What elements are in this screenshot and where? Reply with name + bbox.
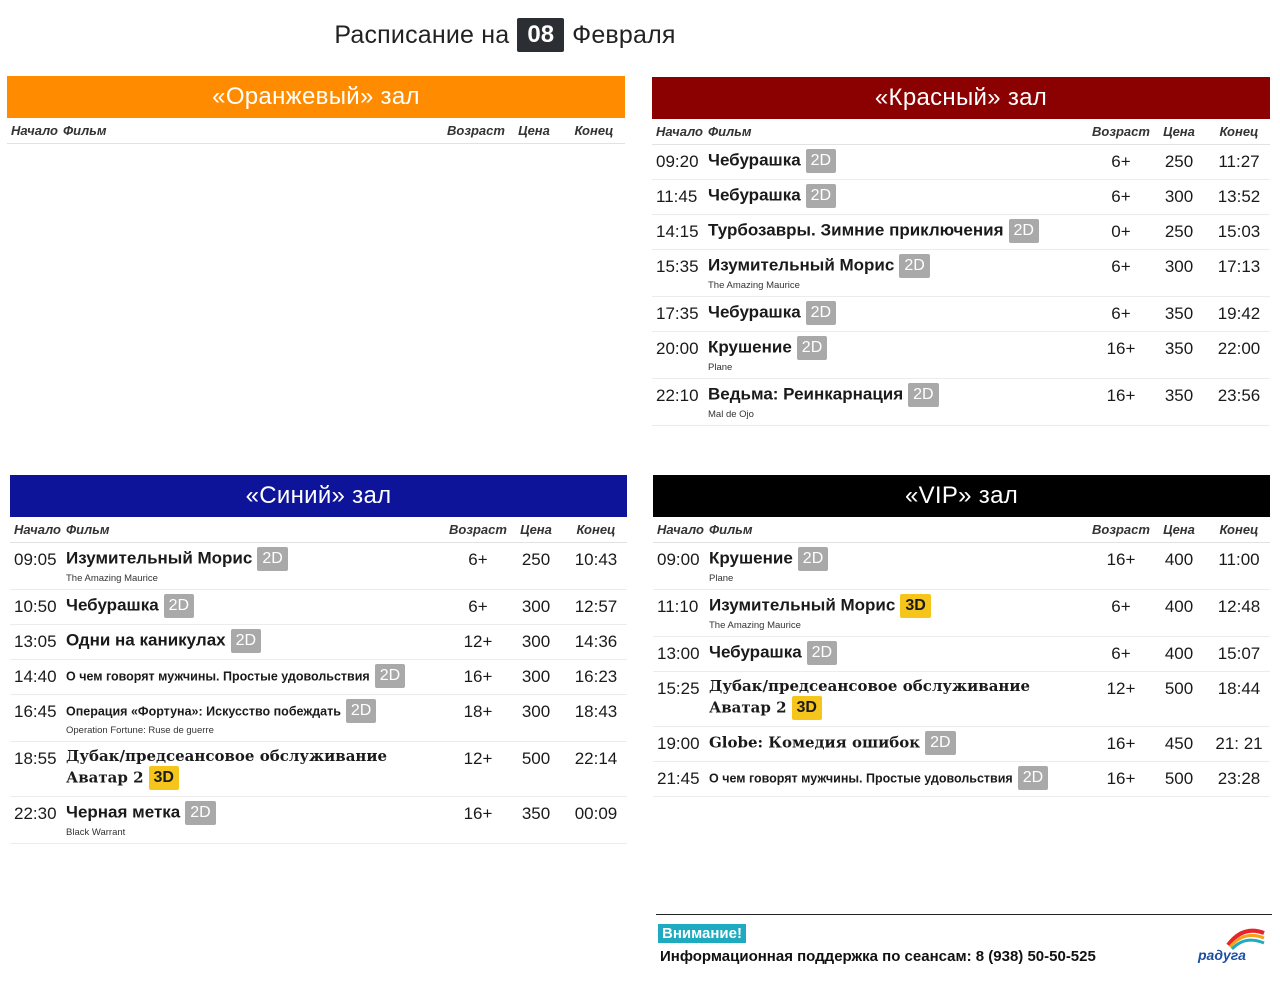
showtime-start: 11:10 bbox=[657, 597, 699, 616]
schedule-row[interactable] bbox=[653, 762, 1270, 797]
format-badge: 2D bbox=[798, 547, 828, 571]
film-cell bbox=[704, 297, 1092, 331]
showtime-end: 15:03 bbox=[1217, 222, 1261, 241]
showtime-start: 15:25 bbox=[657, 679, 700, 698]
ticket-price: 400 bbox=[1164, 550, 1194, 569]
hall-red bbox=[652, 77, 1270, 457]
format-badge: 2D bbox=[375, 664, 405, 688]
footer bbox=[656, 914, 1272, 974]
showtime-start: 13:05 bbox=[14, 632, 57, 651]
format-badge: 3D bbox=[792, 696, 822, 720]
showtime-start: 22:30 bbox=[14, 804, 57, 823]
film-cell bbox=[62, 695, 449, 741]
film-title[interactable]: Одни на каникулах bbox=[66, 630, 226, 650]
showtime-start: 11:45 bbox=[656, 187, 698, 206]
showtime-start: 09:05 bbox=[14, 550, 57, 569]
schedule-row[interactable] bbox=[653, 590, 1270, 637]
showtime-start: 22:10 bbox=[656, 386, 699, 405]
showtime-end: 16:23 bbox=[574, 667, 618, 686]
schedule-row[interactable] bbox=[652, 297, 1270, 332]
age-rating: 12+ bbox=[1106, 679, 1136, 698]
schedule-row[interactable] bbox=[10, 660, 627, 695]
film-original-title: Black Warrant bbox=[66, 827, 126, 838]
age-rating: 6+ bbox=[1111, 597, 1131, 616]
title-prefix: Расписание на bbox=[334, 20, 510, 49]
schedule-row[interactable] bbox=[653, 637, 1270, 672]
column-end: Конец bbox=[576, 522, 616, 537]
ticket-price: 300 bbox=[521, 667, 551, 686]
title-month: Февраля bbox=[572, 20, 676, 49]
showtime-end: 18:44 bbox=[1217, 679, 1261, 698]
film-cell bbox=[704, 145, 1092, 179]
ticket-price: 350 bbox=[521, 804, 551, 823]
ticket-price: 300 bbox=[521, 597, 551, 616]
showtime-end: 18:43 bbox=[574, 702, 618, 721]
film-line bbox=[709, 731, 1092, 755]
film-line bbox=[708, 219, 1092, 243]
column-end: Конец bbox=[1219, 522, 1259, 537]
column-start: Начало bbox=[14, 522, 61, 537]
age-rating: 6+ bbox=[468, 597, 488, 616]
schedule-row[interactable] bbox=[652, 145, 1270, 180]
showtime-end: 11:27 bbox=[1218, 152, 1260, 171]
format-badge: 2D bbox=[806, 184, 836, 208]
ticket-price: 500 bbox=[1164, 769, 1194, 788]
schedule-title bbox=[0, 0, 1010, 70]
column-price: Цена bbox=[1163, 522, 1195, 537]
schedule-row[interactable] bbox=[653, 727, 1270, 762]
showtime-end: 10:43 bbox=[574, 550, 618, 569]
hall-blue bbox=[10, 475, 627, 870]
showtime-end: 19:42 bbox=[1217, 304, 1261, 323]
film-line bbox=[709, 594, 1092, 618]
film-line bbox=[709, 766, 1092, 790]
film-cell bbox=[705, 543, 1092, 589]
column-start: Начало bbox=[11, 123, 58, 138]
film-title[interactable]: Чебурашка bbox=[66, 595, 159, 615]
film-line bbox=[66, 746, 449, 790]
hall-header: «Оранжевый» зал bbox=[7, 76, 625, 118]
age-rating: 6+ bbox=[468, 550, 488, 569]
schedule-row[interactable] bbox=[652, 332, 1270, 379]
title-day: 08 bbox=[517, 18, 564, 52]
schedule-row[interactable] bbox=[10, 590, 627, 625]
column-start: Начало bbox=[657, 522, 704, 537]
showtime-start: 19:00 bbox=[657, 734, 700, 753]
showtime-start: 09:20 bbox=[656, 152, 699, 171]
film-title[interactable]: Изумительный Морис bbox=[708, 255, 895, 275]
film-title[interactable]: Крушение bbox=[708, 337, 792, 357]
film-line bbox=[708, 149, 1092, 173]
age-rating: 6+ bbox=[1111, 152, 1131, 171]
film-line bbox=[66, 594, 449, 618]
format-badge: 2D bbox=[925, 731, 955, 755]
film-line bbox=[66, 664, 449, 688]
film-line bbox=[66, 801, 449, 825]
format-badge: 2D bbox=[908, 383, 938, 407]
film-cell bbox=[704, 250, 1092, 296]
column-age: Возраст bbox=[447, 123, 505, 138]
format-badge: 3D bbox=[900, 594, 930, 618]
ticket-price: 250 bbox=[521, 550, 551, 569]
showtime-end: 22:14 bbox=[574, 749, 618, 768]
showtime-start: 09:00 bbox=[657, 550, 700, 569]
age-rating: 0+ bbox=[1111, 222, 1131, 241]
age-rating: 16+ bbox=[1106, 734, 1136, 753]
film-cell bbox=[704, 180, 1092, 214]
column-headers bbox=[652, 119, 1270, 145]
showtime-end: 23:28 bbox=[1217, 769, 1261, 788]
ticket-price: 300 bbox=[1164, 257, 1194, 276]
film-title[interactable]: О чем говорят мужчины. Простые удовольствия bbox=[66, 669, 370, 684]
format-badge: 2D bbox=[797, 336, 827, 360]
ticket-price: 350 bbox=[1164, 386, 1194, 405]
film-original-title: The Amazing Maurice bbox=[708, 280, 800, 291]
schedule-row[interactable] bbox=[652, 379, 1270, 426]
showtime-end: 11:00 bbox=[1218, 550, 1260, 569]
hall-vip bbox=[653, 475, 1270, 788]
film-line bbox=[708, 254, 1092, 278]
showtime-start: 20:00 bbox=[656, 339, 699, 358]
film-cell bbox=[62, 590, 449, 624]
film-title[interactable]: Операция «Фортуна»: Искусство побеждать bbox=[66, 704, 341, 719]
column-price: Цена bbox=[518, 123, 550, 138]
film-line bbox=[708, 383, 1092, 407]
hall-header: «VIP» зал bbox=[653, 475, 1270, 517]
age-rating: 6+ bbox=[1111, 257, 1131, 276]
age-rating: 18+ bbox=[463, 702, 493, 721]
column-price: Цена bbox=[1163, 124, 1195, 139]
ticket-price: 400 bbox=[1164, 644, 1194, 663]
schedule-row[interactable] bbox=[10, 695, 627, 742]
film-title[interactable]: Чебурашка bbox=[708, 185, 801, 205]
age-rating: 16+ bbox=[1106, 550, 1136, 569]
showtime-end: 22:00 bbox=[1217, 339, 1261, 358]
showtime-start: 13:00 bbox=[657, 644, 700, 663]
film-cell bbox=[704, 332, 1092, 378]
film-cell bbox=[705, 672, 1092, 726]
film-line bbox=[709, 676, 1092, 720]
film-original-title: Plane bbox=[708, 362, 733, 373]
column-film: Фильм bbox=[708, 124, 752, 139]
ticket-price: 300 bbox=[1164, 187, 1194, 206]
raduga-logo bbox=[1198, 923, 1268, 963]
showtime-end: 12:57 bbox=[574, 597, 618, 616]
column-film: Фильм bbox=[709, 522, 753, 537]
film-title[interactable]: Черная метка bbox=[66, 802, 181, 822]
film-title[interactable]: Чебурашка bbox=[708, 302, 801, 322]
film-line bbox=[66, 547, 449, 571]
age-rating: 12+ bbox=[463, 632, 493, 651]
film-title[interactable]: Дубак/предсеансовое обслуживание Аватар 2 bbox=[66, 747, 388, 787]
film-line bbox=[66, 629, 449, 653]
logo-text: радуга bbox=[1198, 947, 1246, 963]
film-original-title: The Amazing Maurice bbox=[66, 573, 158, 584]
film-line bbox=[708, 301, 1092, 325]
age-rating: 6+ bbox=[1111, 187, 1131, 206]
showtime-start: 18:55 bbox=[14, 749, 57, 768]
film-line bbox=[708, 184, 1092, 208]
format-badge: 3D bbox=[149, 766, 179, 790]
film-cell bbox=[705, 762, 1092, 796]
showtime-end: 00:09 bbox=[574, 804, 618, 823]
hall-header: «Синий» зал bbox=[10, 475, 627, 517]
showtime-start: 17:35 bbox=[656, 304, 699, 323]
schedule-row[interactable] bbox=[10, 625, 627, 660]
film-cell bbox=[705, 727, 1092, 761]
film-title[interactable]: Изумительный Морис bbox=[709, 595, 896, 615]
film-title[interactable]: Турбозавры. Зимние приключения bbox=[708, 220, 1004, 240]
ticket-price: 350 bbox=[1164, 339, 1194, 358]
format-badge: 2D bbox=[346, 699, 376, 723]
film-cell bbox=[62, 742, 449, 796]
column-age: Возраст bbox=[449, 522, 507, 537]
format-badge: 2D bbox=[899, 254, 929, 278]
showtime-end: 21: 21 bbox=[1215, 734, 1263, 753]
film-line bbox=[66, 699, 449, 723]
format-badge: 2D bbox=[1018, 766, 1048, 790]
format-badge: 2D bbox=[806, 301, 836, 325]
schedule-row[interactable] bbox=[10, 797, 627, 844]
format-badge: 2D bbox=[164, 594, 194, 618]
showtime-start: 10:50 bbox=[14, 597, 57, 616]
showtime-start: 14:40 bbox=[14, 667, 57, 686]
column-age: Возраст bbox=[1092, 124, 1150, 139]
column-end: Конец bbox=[574, 123, 614, 138]
format-badge: 2D bbox=[231, 629, 261, 653]
film-cell bbox=[704, 379, 1092, 425]
showtime-end: 23:56 bbox=[1217, 386, 1261, 405]
film-title[interactable]: О чем говорят мужчины. Простые удовольствия bbox=[709, 771, 1013, 786]
age-rating: 16+ bbox=[463, 804, 493, 823]
film-cell bbox=[62, 660, 449, 694]
film-original-title: Plane bbox=[709, 573, 734, 584]
schedule-row[interactable] bbox=[652, 180, 1270, 215]
attention-label: Внимание! bbox=[658, 924, 746, 943]
column-headers bbox=[10, 517, 627, 543]
column-headers bbox=[653, 517, 1270, 543]
film-title[interactable]: Изумительный Морис bbox=[66, 548, 253, 568]
schedule-row[interactable] bbox=[652, 215, 1270, 250]
format-badge: 2D bbox=[185, 801, 215, 825]
showtime-end: 15:07 bbox=[1217, 644, 1261, 663]
showtime-end: 17:13 bbox=[1217, 257, 1261, 276]
age-rating: 16+ bbox=[1106, 769, 1136, 788]
age-rating: 16+ bbox=[463, 667, 493, 686]
format-badge: 2D bbox=[257, 547, 287, 571]
ticket-price: 300 bbox=[521, 702, 551, 721]
column-film: Фильм bbox=[63, 123, 107, 138]
ticket-price: 400 bbox=[1164, 597, 1194, 616]
showtime-end: 12:48 bbox=[1217, 597, 1261, 616]
showtime-start: 21:45 bbox=[657, 769, 700, 788]
film-cell bbox=[62, 625, 449, 659]
film-title[interactable]: Чебурашка bbox=[708, 150, 801, 170]
ticket-price: 450 bbox=[1164, 734, 1194, 753]
column-price: Цена bbox=[520, 522, 552, 537]
schedule-row[interactable] bbox=[653, 672, 1270, 727]
film-line bbox=[709, 547, 1092, 571]
format-badge: 2D bbox=[1009, 219, 1039, 243]
film-original-title: Mal de Ojo bbox=[708, 409, 754, 420]
showtime-start: 14:15 bbox=[656, 222, 699, 241]
film-title[interactable]: Globe: Комедия ошибок bbox=[709, 733, 921, 752]
ticket-price: 350 bbox=[1164, 304, 1194, 323]
format-badge: 2D bbox=[806, 149, 836, 173]
column-end: Конец bbox=[1219, 124, 1259, 139]
column-film: Фильм bbox=[66, 522, 110, 537]
film-cell bbox=[705, 637, 1092, 671]
age-rating: 12+ bbox=[463, 749, 493, 768]
schedule-row[interactable] bbox=[652, 250, 1270, 297]
showtime-start: 16:45 bbox=[14, 702, 57, 721]
ticket-price: 500 bbox=[1164, 679, 1194, 698]
schedule-row[interactable] bbox=[10, 543, 627, 590]
film-title[interactable]: Дубак/предсеансовое обслуживание Аватар 2 bbox=[709, 677, 1031, 717]
schedule-row[interactable] bbox=[653, 543, 1270, 590]
ticket-price: 250 bbox=[1164, 222, 1194, 241]
column-age: Возраст bbox=[1092, 522, 1150, 537]
column-start: Начало bbox=[656, 124, 703, 139]
age-rating: 16+ bbox=[1106, 339, 1136, 358]
schedule-row[interactable] bbox=[10, 742, 627, 797]
ticket-price: 250 bbox=[1164, 152, 1194, 171]
film-title[interactable]: Крушение bbox=[709, 548, 793, 568]
hall-orange bbox=[7, 76, 625, 456]
showtime-end: 14:36 bbox=[574, 632, 618, 651]
ticket-price: 300 bbox=[521, 632, 551, 651]
showtime-end: 13:52 bbox=[1217, 187, 1261, 206]
film-line bbox=[708, 336, 1092, 360]
film-original-title: Operation Fortune: Ruse de guerre bbox=[66, 725, 214, 736]
support-phone-text: Информационная поддержка по сеансам: 8 (938) 50-50-525 bbox=[660, 948, 1096, 965]
column-headers bbox=[7, 118, 625, 144]
format-badge: 2D bbox=[807, 641, 837, 665]
film-cell bbox=[705, 590, 1092, 636]
film-original-title: The Amazing Maurice bbox=[709, 620, 801, 631]
film-line bbox=[709, 641, 1092, 665]
film-cell bbox=[62, 543, 449, 589]
showtime-start: 15:35 bbox=[656, 257, 699, 276]
ticket-price: 500 bbox=[521, 749, 551, 768]
film-title[interactable]: Чебурашка bbox=[709, 642, 802, 662]
age-rating: 6+ bbox=[1111, 304, 1131, 323]
film-cell bbox=[62, 797, 449, 843]
age-rating: 16+ bbox=[1106, 386, 1136, 405]
age-rating: 6+ bbox=[1111, 644, 1131, 663]
film-title[interactable]: Ведьма: Реинкарнация bbox=[708, 384, 904, 404]
hall-header: «Красный» зал bbox=[652, 77, 1270, 119]
film-cell bbox=[704, 215, 1092, 249]
